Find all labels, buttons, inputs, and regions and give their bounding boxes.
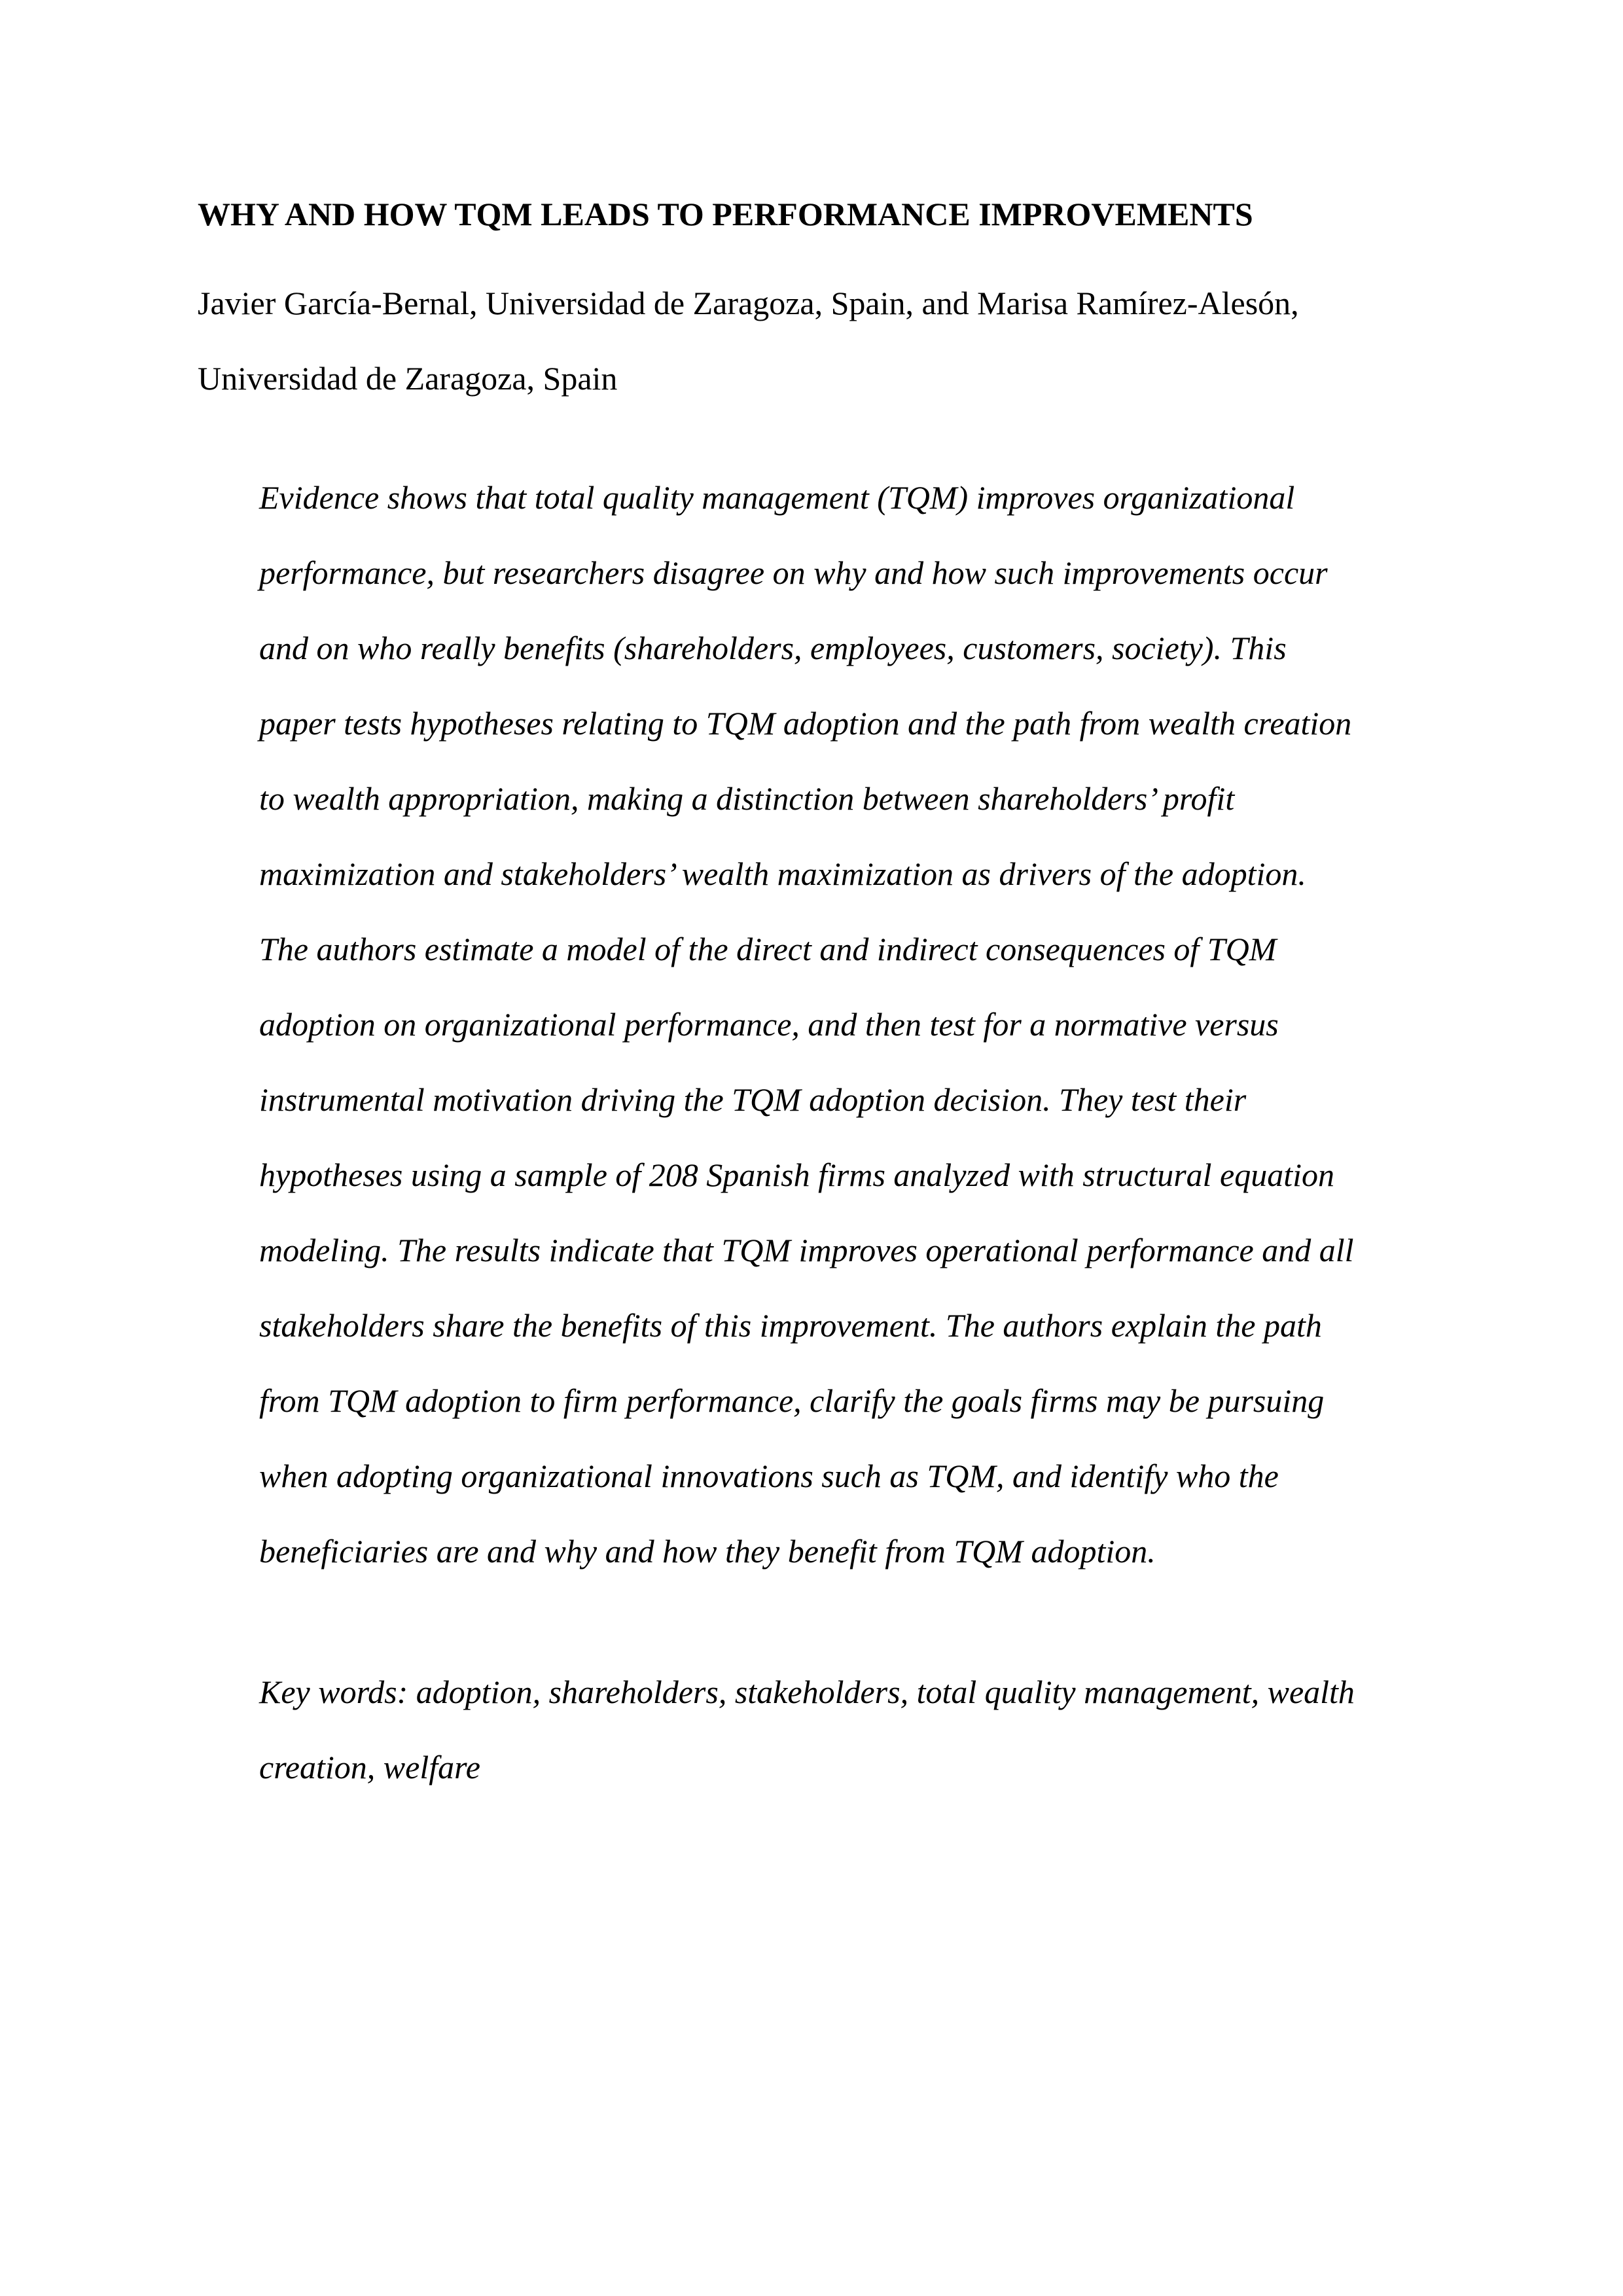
keywords — [259, 1655, 1437, 1805]
abstract-line: hypotheses using a sample of 208 Spanish firms analyzed with structural equation — [259, 1157, 1335, 1193]
abstract-line: performance, but researchers disagree on why and how such improvements occur — [259, 554, 1328, 591]
abstract-line: to wealth appropriation, making a distinction between shareholders’ profit — [259, 780, 1235, 817]
keywords-line: creation, welfare — [259, 1749, 480, 1785]
abstract-line: and on who really benefits (shareholders, employees, customers, society). This — [259, 630, 1287, 666]
abstract-line: stakeholders share the benefits of this improvement. The authors explain the path — [259, 1307, 1322, 1344]
abstract-line: Evidence shows that total quality management (TQM) improves organizational — [259, 479, 1295, 516]
author-affiliations — [198, 266, 1441, 416]
abstract-line: instrumental motivation driving the TQM adoption decision. They test their — [259, 1081, 1247, 1118]
abstract-line: from TQM adoption to firm performance, clarify the goals firms may be pursuing — [259, 1382, 1325, 1419]
abstract — [259, 460, 1437, 1589]
abstract-line: when adopting organizational innovations such as TQM, and identify who the — [259, 1458, 1279, 1494]
abstract-line: adoption on organizational performance, and then test for a normative versus — [259, 1006, 1279, 1043]
author-line: Javier García-Bernal, Universidad de Zaragoza, Spain, and Marisa Ramírez-Alesón, — [198, 285, 1299, 321]
keywords-line: Key words: adoption, shareholders, stakeholders, total quality management, wealth — [259, 1674, 1355, 1710]
abstract-line: maximization and stakeholders’ wealth maximization as drivers of the adoption. — [259, 855, 1306, 892]
abstract-line: modeling. The results indicate that TQM improves operational performance and all — [259, 1232, 1354, 1268]
author-line: Universidad de Zaragoza, Spain — [198, 360, 618, 397]
abstract-line: beneficiaries are and why and how they benefit from TQM adoption. — [259, 1533, 1156, 1570]
abstract-line: paper tests hypotheses relating to TQM adoption and the path from wealth creation — [259, 705, 1352, 742]
abstract-line: The authors estimate a model of the direct and indirect consequences of TQM — [259, 931, 1277, 967]
paper-title: WHY AND HOW TQM LEADS TO PERFORMANCE IMPROVEMENTS — [198, 196, 1253, 232]
